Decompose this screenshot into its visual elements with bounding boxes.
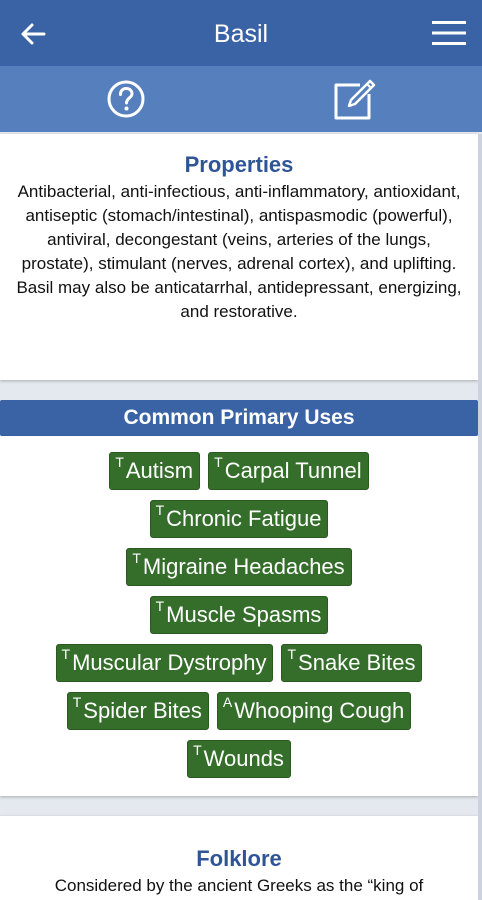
edit-note-icon	[332, 76, 378, 122]
help-circle-icon	[106, 79, 146, 119]
use-tag[interactable]	[208, 452, 369, 490]
tag-application-mark: T	[155, 502, 165, 518]
tag-application-mark: A	[222, 694, 233, 710]
tag-application-mark: T	[193, 742, 202, 758]
folklore-card	[0, 816, 478, 900]
use-tag[interactable]	[150, 596, 329, 634]
use-tag[interactable]	[56, 644, 274, 682]
uses-tag-list	[0, 436, 478, 788]
tag-application-mark: T	[214, 454, 223, 470]
folklore-text: Considered by the ancient Greeks as the “king of	[54, 876, 424, 895]
use-tag[interactable]	[217, 692, 411, 730]
tag-application-mark: T	[115, 454, 124, 470]
properties-heading: Properties	[184, 152, 294, 177]
tag-row	[0, 500, 478, 548]
help-button[interactable]	[106, 79, 146, 119]
tag-label: Wounds	[203, 746, 284, 771]
use-tag[interactable]	[187, 740, 291, 778]
tag-label: Muscle Spasms	[166, 602, 322, 627]
scrollbar-track[interactable]	[478, 134, 482, 900]
hamburger-menu-icon	[432, 20, 466, 46]
menu-button[interactable]	[432, 20, 466, 46]
tag-label: Autism	[125, 458, 194, 483]
tag-row	[0, 596, 478, 644]
tag-label: Chronic Fatigue	[166, 506, 322, 531]
tag-application-mark: T	[72, 694, 82, 710]
uses-card	[0, 436, 478, 796]
top-app-bar	[0, 0, 482, 66]
use-tag[interactable]	[281, 644, 422, 682]
tag-application-mark: T	[287, 646, 297, 662]
page-title: Basil	[213, 20, 269, 48]
tag-application-mark: T	[155, 598, 165, 614]
properties-text: Antibacterial, anti-infectious, anti-inflammatory, antioxidant, antiseptic (stomach/intestinal), antispasmodic (powerful), antiviral, decongestant (veins, arteries of the lungs, prostate), stimulant (nerves, adrenal cortex), and uplifting. Basil may also be anticatarrhal, antidepressant, energizing, and restorative.	[16, 182, 462, 321]
action-bar	[0, 66, 482, 132]
tag-label: Muscular Dystrophy	[72, 650, 267, 675]
use-tag[interactable]	[126, 548, 351, 586]
use-tag[interactable]	[67, 692, 209, 730]
tag-label: Snake Bites	[298, 650, 416, 675]
properties-card	[0, 134, 478, 380]
use-tag[interactable]	[109, 452, 200, 490]
folklore-heading: Folklore	[196, 846, 282, 871]
tag-row	[0, 452, 478, 500]
tag-row	[0, 740, 478, 788]
tag-label: Migraine Headaches	[142, 554, 345, 579]
tag-label: Whooping Cough	[234, 698, 405, 723]
use-tag[interactable]	[150, 500, 329, 538]
tag-application-mark: T	[132, 550, 141, 566]
tag-row	[0, 548, 478, 596]
tag-label: Spider Bites	[83, 698, 202, 723]
tag-row	[0, 644, 478, 692]
uses-heading: Common Primary Uses	[0, 400, 478, 436]
tag-application-mark: T	[61, 646, 71, 662]
edit-note-button[interactable]	[332, 76, 378, 122]
tag-label: Carpal Tunnel	[224, 458, 362, 483]
tag-row	[0, 692, 478, 740]
